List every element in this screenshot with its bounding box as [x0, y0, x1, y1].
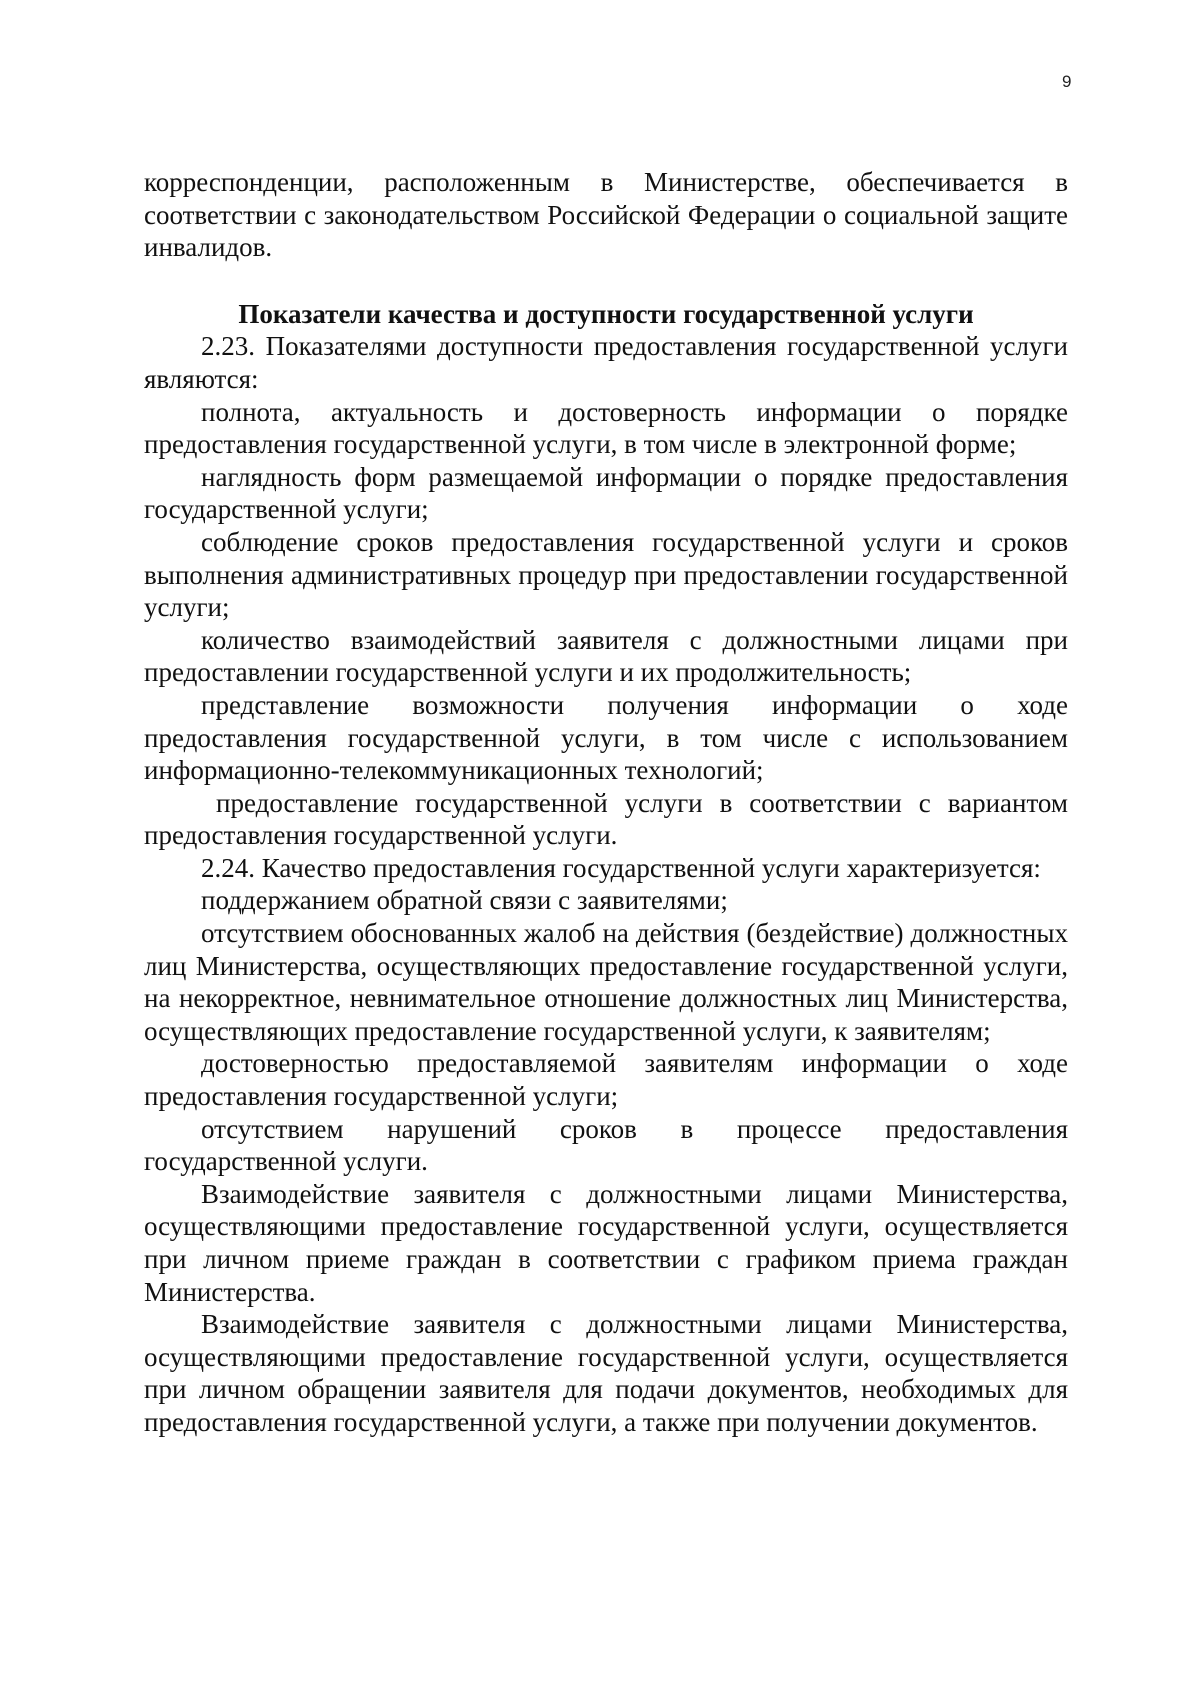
- list-item-complaints: отсутствием обоснованных жалоб на действия (бездействие) должностных лиц Министерства, осуществляющих предоставление государственной услуги, на некорректное, невнимательное отношение должностных лиц Министерства, осуществляющих предоставление государственной услуги, к заявителям;: [144, 918, 1068, 1046]
- list-item-visibility: наглядность форм размещаемой информации о порядке предоставления государственной услуги;: [144, 461, 1068, 525]
- document-body: [144, 166, 1068, 1439]
- page-number: 9: [1062, 72, 1072, 91]
- paragraph-personal-appeal: Взаимодействие заявителя с должностными лицами Министерства, осуществляющими предоставление государственной услуги, осуществляется при личном обращении заявителя для подачи документов, необходимых для предоставления государственной услуги, а также при получении документов.: [144, 1309, 1068, 1437]
- paragraph-2-23: 2.23. Показателями доступности предоставления государственной услуги являются:: [144, 331, 1068, 394]
- paragraph-personal-reception: Взаимодействие заявителя с должностными лицами Министерства, осуществляющими предоставление государственной услуги, осуществляется при личном приеме граждан в соответствии с графиком приема граждан Министерства.: [144, 1178, 1068, 1307]
- list-item-reliability: достоверностью предоставляемой заявителям информации о ходе предоставления государственной услуги;: [144, 1048, 1068, 1112]
- intro-paragraph: корреспонденции, расположенным в Министерстве, обеспечивается в соответствии с законодательством Российской Федерации о социальной защите инвалидов.: [144, 167, 1068, 263]
- list-item-variant: предоставление государственной услуги в соответствии с вариантом предоставления государственной услуги.: [144, 787, 1068, 851]
- list-item-information: представление возможности получения информации о ходе предоставления государственной услуги, в том числе с использованием информационно-телекоммуникационных технологий;: [144, 689, 1068, 786]
- list-item-no-violations: отсутствием нарушений сроков в процессе предоставления государственной услуги.: [144, 1113, 1068, 1177]
- paragraph-2-24: 2.24. Качество предоставления государственной услуги характеризуется:: [201, 852, 1041, 883]
- list-item-interactions: количество взаимодействий заявителя с должностными лицами при предоставлении государственной услуги и их продолжительность;: [144, 624, 1068, 688]
- list-item-feedback: поддержанием обратной связи с заявителями;: [201, 885, 728, 916]
- list-item-deadlines: соблюдение сроков предоставления государственной услуги и сроков выполнения административных процедур при предоставлении государственной услуги;: [144, 526, 1068, 623]
- list-item-completeness: полнота, актуальность и достоверность информации о порядке предоставления государственной услуги, в том числе в электронной форме;: [144, 396, 1068, 460]
- section-heading: Показатели качества и доступности государственной услуги: [238, 298, 974, 329]
